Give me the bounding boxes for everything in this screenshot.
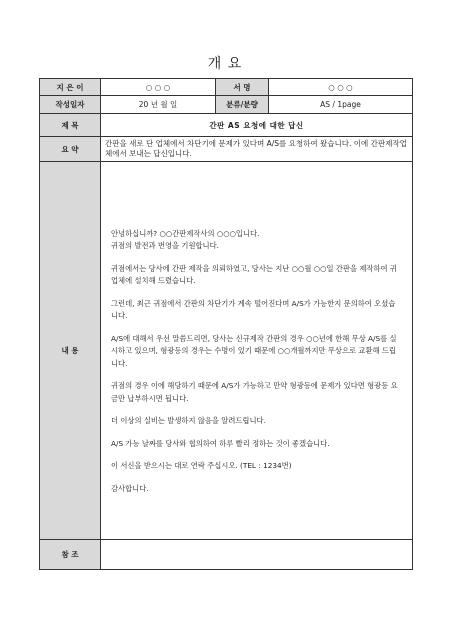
body-paragraph-5: 귀점의 경우 이에 해당하기 때문에 A/S가 가능하고 만약 형광등에 문제가 있다면 형광등 요금만 납부하시면 됩니다. — [111, 381, 398, 403]
signature-label: 서 명 — [216, 79, 269, 96]
body-paragraph-1: 안녕하십니까? ○○간판제작사의 ○○○입니다. 귀점의 발전과 번영을 기원합니다. — [111, 228, 260, 251]
document-title: 개 요 — [207, 56, 243, 72]
summary-form-table — [39, 78, 413, 570]
subject-value: 간판 AS 요청에 대한 답신 — [101, 114, 413, 137]
category-label: 분류/분량 — [216, 96, 269, 114]
body-paragraph-6: 더 이상의 실비는 발생하지 않음을 알려드립니다. — [111, 416, 266, 426]
body-paragraph-2: 귀점에서는 당사에 간판 제작을 의뢰하였고, 당사는 지난 ○○월 ○○일 간판을 제작하여 귀 업체에 설치해 드렸습니다. — [111, 263, 397, 286]
content-cell — [101, 162, 413, 540]
category-value: AS / 1page — [269, 96, 413, 114]
date-value: 20 년 월 일 — [101, 96, 216, 114]
author-label: 지 은 이 — [40, 79, 101, 96]
body-paragraph-7: A/S 가능 날짜를 당사와 협의하여 하루 빨리 정하는 것이 좋겠습니다. — [111, 438, 330, 448]
reference-label: 참 조 — [40, 540, 101, 570]
reference-value — [101, 540, 413, 570]
body-paragraph-9: 감사합니다. — [111, 483, 149, 493]
signature-value: ○ ○ ○ — [269, 79, 413, 96]
content-label: 내 용 — [40, 162, 101, 540]
body-paragraph-8: 이 서신을 받으시는 대로 연락 주십시오. (TEL : 1234번) — [111, 461, 292, 471]
summary-label: 요 약 — [40, 137, 101, 162]
author-value: ○ ○ ○ — [101, 79, 216, 96]
date-label: 작성일자 — [40, 96, 101, 114]
letter-body — [105, 196, 408, 496]
body-paragraph-4: A/S에 대해서 우선 말씀드리면, 당사는 신규제작 간판의 경우 ○○년에 한해 무상 A/S를 실시하고 있으며, 형광등의 경우는 수명이 있기 때문에 ○○개월까지만 무상으로 교환해 드립니다. — [111, 333, 397, 368]
subject-label: 제 목 — [40, 114, 101, 137]
summary-value: 간판을 새로 단 업체에서 차단기에 문제가 있다며 A/S를 요청하여 왔습니다. 이에 간판제작업체에서 보내는 답신입니다. — [101, 137, 413, 162]
body-paragraph-3: 그런데, 최근 귀점에서 간판의 차단기가 계속 떨어진다며 A/S가 가능한지 문의하여 오셨습니다. — [111, 298, 396, 321]
